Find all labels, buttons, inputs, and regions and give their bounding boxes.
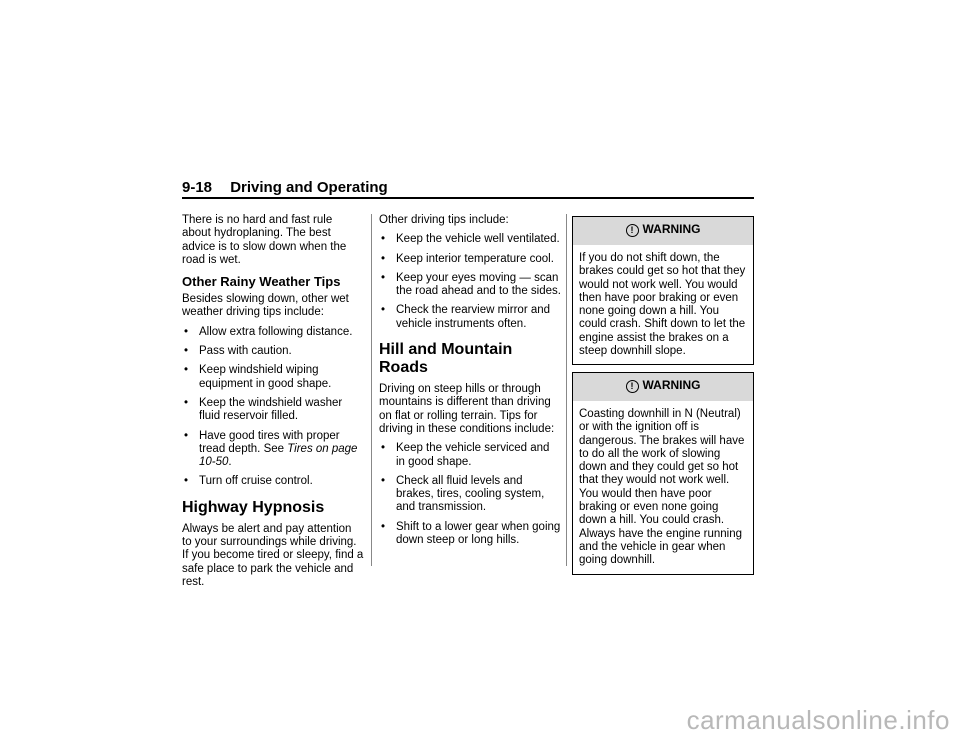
list-item: • Keep interior temperature cool. bbox=[381, 252, 554, 265]
hydroplaning-paragraph: There is no hard and fast rule about hydroplaning. The best advice is to slow down when the road is wet. bbox=[182, 214, 347, 266]
exclamation-circle-icon: ! bbox=[626, 224, 639, 237]
list-item: • Keep the vehicle serviced and in good shape. bbox=[381, 442, 550, 468]
hill-mountain-intro: Driving on steep hills or through mountains is different than driving on flat or rolling terrain. Tips for driving in these conditions include: bbox=[379, 383, 555, 435]
bullet-icon: • bbox=[381, 233, 386, 246]
highway-hypnosis-paragraph: Always be alert and pay attention to your surroundings while driving. If you become tired or sleepy, find a safe place to park the vehicle and rest. bbox=[182, 522, 364, 588]
column-divider bbox=[371, 214, 372, 566]
warning-header bbox=[573, 217, 753, 245]
warning-label: WARNING bbox=[642, 378, 701, 392]
driving-tips-intro: Other driving tips include: bbox=[379, 214, 509, 226]
bullet-icon: • bbox=[184, 364, 189, 377]
watermark: carmanualsonline.info bbox=[686, 705, 950, 735]
warning-text: Coasting downhill in N (Neutral) or with the ignition off is dangerous. The brakes will have to do all the work of slowing down and they could get so hot that they would not work well. You would then have poor braking or even none going down a hill. You could crash. Always have the engine running and the vehicle in gear when going downhill. bbox=[579, 408, 745, 567]
bullet-icon: • bbox=[184, 345, 189, 358]
list-item: • Keep the windshield washer fluid reservoir filled. bbox=[184, 396, 343, 423]
bullet-icon: • bbox=[184, 325, 189, 338]
bullet-icon: • bbox=[381, 474, 386, 487]
rainy-tips-list bbox=[182, 326, 364, 489]
middle-column bbox=[379, 214, 561, 553]
bullet-icon: • bbox=[381, 520, 386, 533]
column-divider bbox=[566, 214, 567, 566]
list-item: • Turn off cruise control. bbox=[184, 475, 313, 488]
section-title: Driving and Operating bbox=[230, 179, 388, 196]
warning-box bbox=[572, 372, 754, 575]
list-item: • Check all fluid levels and brakes, tires, cooling system, and transmission. bbox=[381, 474, 545, 514]
bullet-icon: • bbox=[381, 304, 386, 317]
page-number: 9-18 bbox=[182, 179, 213, 196]
warning-label: WARNING bbox=[642, 222, 701, 236]
list-item: • Shift to a lower gear when going down steep or long hills. bbox=[381, 520, 561, 547]
bullet-icon: • bbox=[184, 475, 189, 488]
bullet-icon: • bbox=[381, 442, 386, 455]
highway-hypnosis-heading: Highway Hypnosis bbox=[182, 498, 325, 516]
page-header bbox=[182, 179, 754, 199]
hill-tips-list bbox=[379, 442, 561, 547]
list-item: • Have good tires with proper tread depth. See Tires on page 10-50. bbox=[184, 429, 358, 469]
warning-text: If you do not shift down, the brakes could get so hot that they would not work well. You would then have poor braking or even none going down a hill. You could crash. Shift down to let the engine assist the brakes on a steep downhill slope. bbox=[579, 252, 746, 358]
rainy-weather-heading: Other Rainy Weather Tips bbox=[182, 274, 341, 290]
warning-header bbox=[573, 373, 753, 401]
left-column bbox=[182, 214, 364, 595]
list-item: • Check the rearview mirror and vehicle instruments often. bbox=[381, 304, 551, 330]
warning-box bbox=[572, 216, 754, 365]
exclamation-circle-icon: ! bbox=[626, 380, 639, 393]
list-item: • Pass with caution. bbox=[184, 345, 292, 358]
rainy-intro: Besides slowing down, other wet weather driving tips include: bbox=[182, 293, 349, 319]
list-item: • Keep your eyes moving — scan the road ahead and to the sides. bbox=[381, 271, 561, 298]
bullet-icon: • bbox=[381, 271, 386, 284]
bullet-icon: • bbox=[184, 396, 189, 409]
list-item: • Keep the vehicle well ventilated. bbox=[381, 233, 560, 246]
list-item: • Keep windshield wiping equipment in good shape. bbox=[184, 364, 332, 390]
driving-tips-list bbox=[379, 233, 561, 331]
list-item: • Allow extra following distance. bbox=[184, 325, 353, 338]
bullet-icon: • bbox=[381, 252, 386, 265]
tires-cross-reference-link[interactable]: Tires on page 10-50 bbox=[199, 442, 358, 469]
hill-mountain-heading: Hill and Mountain Roads bbox=[379, 341, 513, 377]
bullet-icon: • bbox=[184, 429, 189, 442]
